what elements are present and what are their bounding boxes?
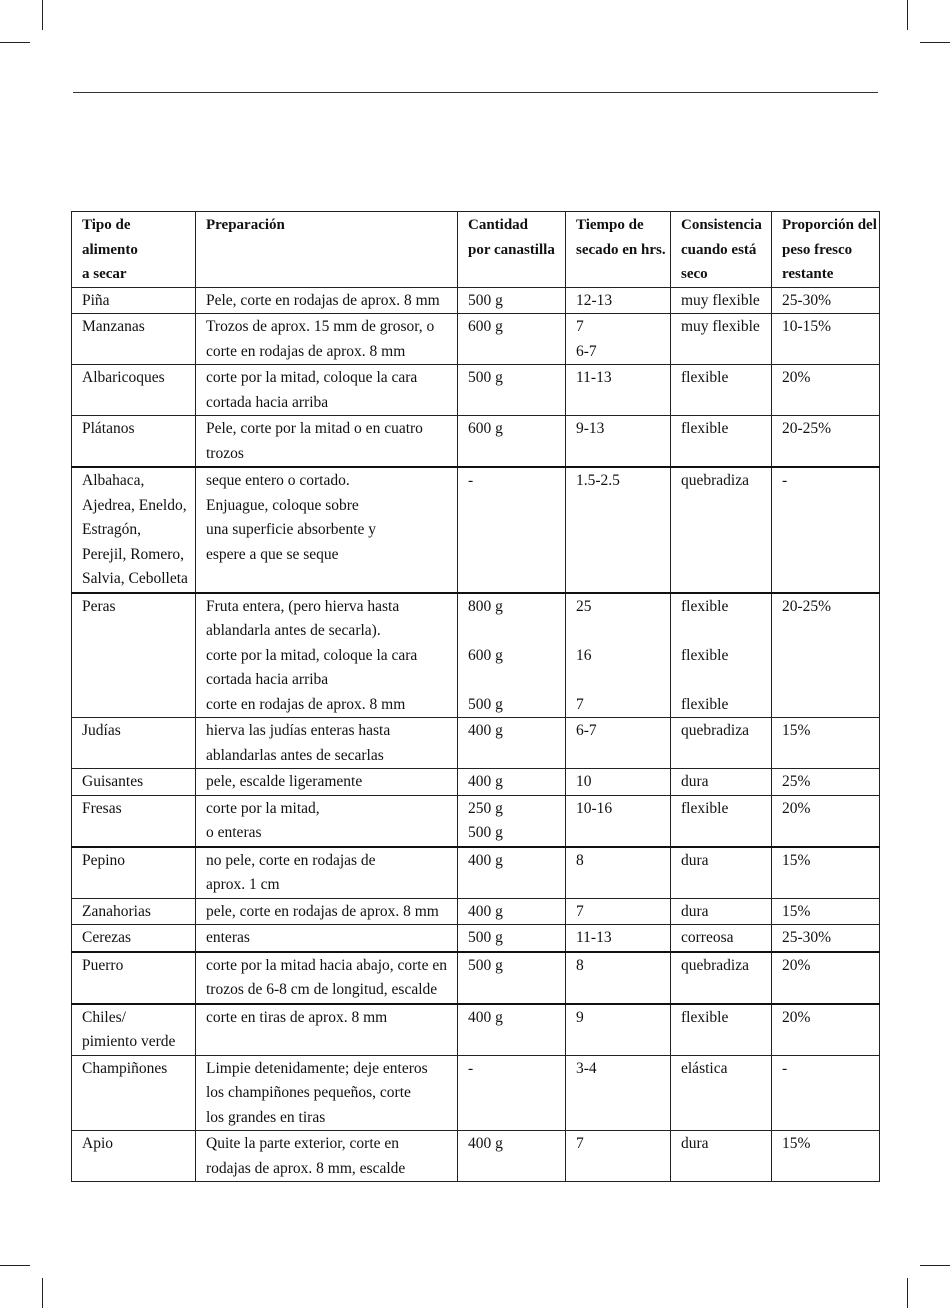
table-row: [72, 769, 880, 796]
preparation-cell: corte en tiras de aprox. 8 mm: [196, 1004, 458, 1056]
table-header-row: [72, 212, 880, 288]
table-row: [72, 1004, 880, 1056]
preparation-cell: Pele, corte en rodajas de aprox. 8 mm: [196, 287, 458, 314]
consistency-cell: dura: [671, 1131, 772, 1182]
proportion-cell: 15%: [772, 847, 880, 899]
proportion-cell: 25-30%: [772, 287, 880, 314]
food-type-cell: Pepino: [72, 847, 196, 899]
consistency-cell: muy flexible: [671, 287, 772, 314]
preparation-cell: corte por la mitad hacia abajo, corte en trozos de 6-8 cm de longitud, escalde: [196, 952, 458, 1004]
quantity-cell: 400 g: [458, 718, 566, 769]
proportion-cell: 15%: [772, 718, 880, 769]
quantity-cell: -: [458, 467, 566, 593]
crop-mark: [920, 1265, 950, 1266]
consistency-cell: quebradiza: [671, 467, 772, 593]
food-type-cell: Plátanos: [72, 416, 196, 468]
proportion-cell: 10-15%: [772, 314, 880, 365]
table-row: [72, 898, 880, 925]
proportion-cell: 20%: [772, 365, 880, 416]
food-type-cell: Judías: [72, 718, 196, 769]
crop-mark: [920, 42, 950, 43]
header-cell: Tipo de alimento a secar: [72, 212, 196, 288]
drying-time-cell: 9: [566, 1004, 671, 1056]
preparation-cell: hierva las judías enteras hasta ablandarlas antes de secarlas: [196, 718, 458, 769]
crop-mark: [907, 1278, 908, 1308]
table-row: [72, 1131, 880, 1182]
quantity-cell: 500 g: [458, 925, 566, 952]
food-type-cell: Manzanas: [72, 314, 196, 365]
food-type-cell: Albaricoques: [72, 365, 196, 416]
food-type-cell: Guisantes: [72, 769, 196, 796]
crop-mark: [907, 0, 908, 30]
drying-time-cell: 7 6-7: [566, 314, 671, 365]
table-row: [72, 718, 880, 769]
preparation-cell: no pele, corte en rodajas de aprox. 1 cm: [196, 847, 458, 899]
food-type-cell: Champiñones: [72, 1055, 196, 1131]
consistency-cell: muy flexible: [671, 314, 772, 365]
consistency-cell: flexible: [671, 1004, 772, 1056]
food-type-cell: Puerro: [72, 952, 196, 1004]
food-type-cell: Apio: [72, 1131, 196, 1182]
drying-table: [71, 211, 880, 1182]
table-row: [72, 467, 880, 593]
table-row: [72, 1055, 880, 1131]
food-type-cell: Fresas: [72, 795, 196, 847]
proportion-cell: 25-30%: [772, 925, 880, 952]
preparation-cell: Fruta entera, (pero hierva hasta ablandarla antes de secarla). corte por la mitad, coloque la cara cortada hacia arriba corte en rodajas de aprox. 8 mm: [196, 593, 458, 718]
drying-time-cell: 3-4: [566, 1055, 671, 1131]
table-row: [72, 314, 880, 365]
table-row: [72, 847, 880, 899]
proportion-cell: -: [772, 467, 880, 593]
consistency-cell: dura: [671, 898, 772, 925]
table-row: [72, 593, 880, 718]
consistency-cell: flexible flexible flexible: [671, 593, 772, 718]
preparation-cell: pele, escalde ligeramente: [196, 769, 458, 796]
proportion-cell: 20%: [772, 795, 880, 847]
consistency-cell: quebradiza: [671, 718, 772, 769]
drying-time-cell: 11-13: [566, 925, 671, 952]
quantity-cell: 400 g: [458, 1131, 566, 1182]
proportion-cell: 25%: [772, 769, 880, 796]
proportion-cell: 20%: [772, 1004, 880, 1056]
table-row: [72, 795, 880, 847]
crop-mark: [0, 42, 30, 43]
table-row: [72, 952, 880, 1004]
crop-mark: [0, 1265, 30, 1266]
preparation-cell: corte por la mitad, coloque la cara cortada hacia arriba: [196, 365, 458, 416]
drying-time-cell: 8: [566, 847, 671, 899]
drying-time-cell: 10: [566, 769, 671, 796]
quantity-cell: 800 g 600 g 500 g: [458, 593, 566, 718]
food-type-cell: Piña: [72, 287, 196, 314]
quantity-cell: -: [458, 1055, 566, 1131]
crop-mark: [42, 1278, 43, 1308]
quantity-cell: 250 g 500 g: [458, 795, 566, 847]
quantity-cell: 500 g: [458, 287, 566, 314]
drying-time-cell: 9-13: [566, 416, 671, 468]
table-row: [72, 287, 880, 314]
food-type-cell: Albahaca, Ajedrea, Eneldo, Estragón, Perejil, Romero, Salvia, Cebolleta: [72, 467, 196, 593]
crop-mark: [42, 0, 43, 30]
quantity-cell: 400 g: [458, 898, 566, 925]
consistency-cell: elástica: [671, 1055, 772, 1131]
preparation-cell: Pele, corte por la mitad o en cuatro trozos: [196, 416, 458, 468]
quantity-cell: 400 g: [458, 1004, 566, 1056]
drying-time-cell: 11-13: [566, 365, 671, 416]
consistency-cell: flexible: [671, 416, 772, 468]
preparation-cell: Limpie detenidamente; deje enteros los champiñones pequeños, corte los grandes en tiras: [196, 1055, 458, 1131]
header-cell: Proporción del peso fresco restante: [772, 212, 880, 288]
drying-time-cell: 12-13: [566, 287, 671, 314]
consistency-cell: dura: [671, 847, 772, 899]
quantity-cell: 400 g: [458, 769, 566, 796]
quantity-cell: 500 g: [458, 365, 566, 416]
proportion-cell: 20%: [772, 952, 880, 1004]
preparation-cell: seque entero o cortado. Enjuague, coloque sobre una superficie absorbente y espere a que se seque: [196, 467, 458, 593]
preparation-cell: corte por la mitad, o enteras: [196, 795, 458, 847]
proportion-cell: 15%: [772, 898, 880, 925]
header-rule: [73, 92, 878, 93]
quantity-cell: 600 g: [458, 416, 566, 468]
proportion-cell: 15%: [772, 1131, 880, 1182]
food-type-cell: Zanahorias: [72, 898, 196, 925]
proportion-cell: 20-25%: [772, 416, 880, 468]
quantity-cell: 400 g: [458, 847, 566, 899]
table-row: [72, 365, 880, 416]
food-type-cell: Cerezas: [72, 925, 196, 952]
table-row: [72, 925, 880, 952]
food-type-cell: Peras: [72, 593, 196, 718]
consistency-cell: dura: [671, 769, 772, 796]
preparation-cell: Quite la parte exterior, corte en rodajas de aprox. 8 mm, escalde: [196, 1131, 458, 1182]
proportion-cell: -: [772, 1055, 880, 1131]
consistency-cell: correosa: [671, 925, 772, 952]
quantity-cell: 600 g: [458, 314, 566, 365]
proportion-cell: 20-25%: [772, 593, 880, 718]
preparation-cell: Trozos de aprox. 15 mm de grosor, o corte en rodajas de aprox. 8 mm: [196, 314, 458, 365]
header-cell: Tiempo de secado en hrs.: [566, 212, 671, 288]
header-cell: Cantidad por canastilla: [458, 212, 566, 288]
quantity-cell: 500 g: [458, 952, 566, 1004]
table-row: [72, 416, 880, 468]
drying-time-cell: 10-16: [566, 795, 671, 847]
preparation-cell: pele, corte en rodajas de aprox. 8 mm: [196, 898, 458, 925]
drying-time-cell: 7: [566, 1131, 671, 1182]
food-type-cell: Chiles/ pimiento verde: [72, 1004, 196, 1056]
preparation-cell: enteras: [196, 925, 458, 952]
drying-time-cell: 1.5-2.5: [566, 467, 671, 593]
drying-time-cell: 7: [566, 898, 671, 925]
consistency-cell: flexible: [671, 795, 772, 847]
drying-time-cell: 8: [566, 952, 671, 1004]
drying-time-cell: 6-7: [566, 718, 671, 769]
drying-time-cell: 25 16 7: [566, 593, 671, 718]
header-cell: Consistencia cuando está seco: [671, 212, 772, 288]
header-cell: Preparación: [196, 212, 458, 288]
consistency-cell: quebradiza: [671, 952, 772, 1004]
consistency-cell: flexible: [671, 365, 772, 416]
